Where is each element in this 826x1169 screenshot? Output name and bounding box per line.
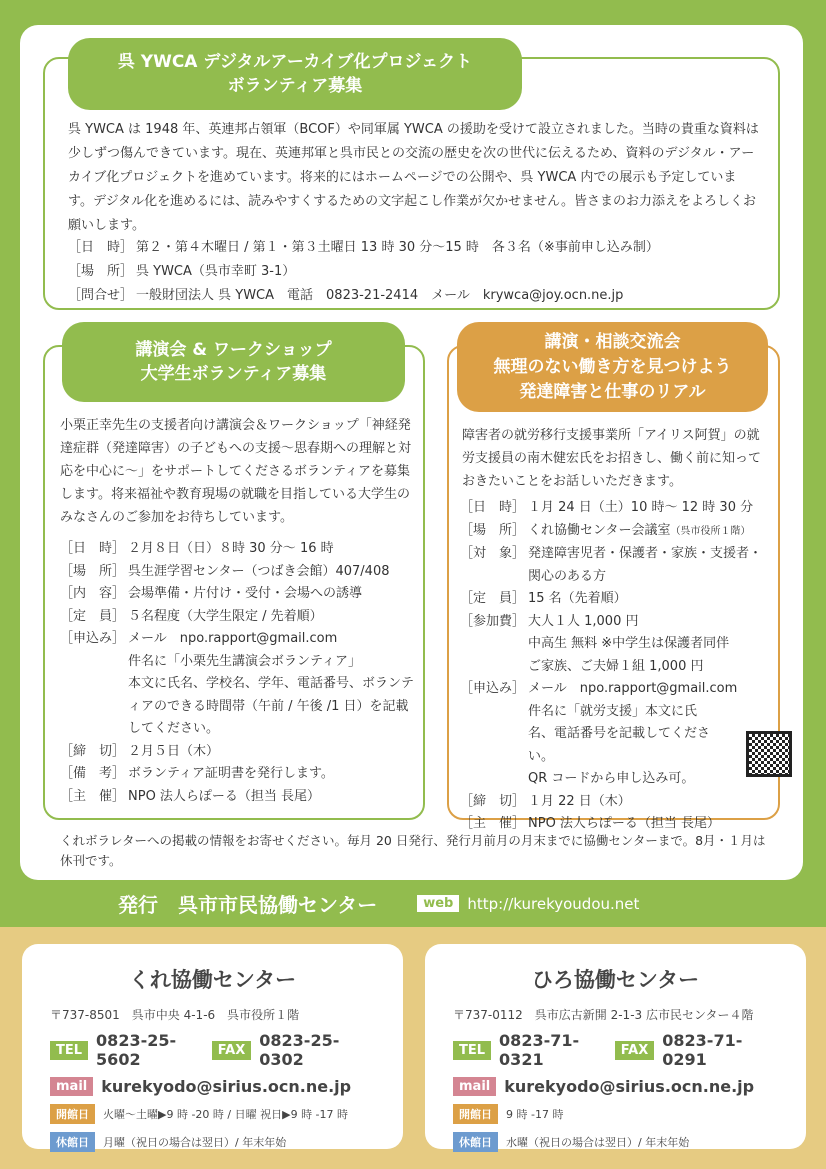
notice-text: くれボラレターへの掲載の情報をお寄せください。毎月 20 日発行、発行月前月の月末までに協働センターまで。8月・１月は休刊です。 xyxy=(60,833,766,868)
row-value: 呉 YWCA（呉市幸町 3-1） xyxy=(136,264,296,279)
row-value: １月 24 日（土）10 時〜 12 時 30 分 xyxy=(528,500,754,515)
publisher-band xyxy=(0,880,826,927)
web-badge: web xyxy=(417,895,459,912)
open-days-tag: 開館日 xyxy=(453,1104,498,1124)
title-line: 呉 YWCA デジタルアーカイブ化プロジェクト xyxy=(117,52,473,72)
row-value: ２月８日（日）８時 30 分〜 16 時 xyxy=(128,541,334,556)
open-hours: 火曜〜土曜▶9 時 -20 時 / 日曜 祝日▶9 時 -17 時 xyxy=(103,1108,349,1121)
title-line: 無理のない働き方を見つけよう xyxy=(493,356,732,377)
detail-row xyxy=(460,611,770,679)
row-value: 会場準備・片付け・受付・会場への誘導 xyxy=(128,586,363,601)
row-label: ［定 員］ xyxy=(60,608,126,624)
row-value-line: 本文に氏名、学校名、学年、電話番号、ボランティアのできる時間帯（午前 / 午後 /1 日）を記載してください。 xyxy=(128,676,415,736)
row-label: ［主 催］ xyxy=(460,816,526,831)
row-values xyxy=(528,588,770,611)
detail-row xyxy=(68,260,768,284)
row-value: メール npo.rapport@gmail.com xyxy=(128,631,338,646)
row-values xyxy=(528,791,770,814)
row-value-line: QR コードから申し込み可。 xyxy=(528,771,695,786)
row-label: ［内 容］ xyxy=(60,586,126,601)
row-label: ［締 切］ xyxy=(460,793,526,809)
detail-row xyxy=(68,284,768,308)
row-label: ［締 切］ xyxy=(60,743,126,759)
detail-row xyxy=(60,763,420,786)
detail-row xyxy=(60,606,420,629)
detail-row xyxy=(460,520,770,544)
row-value: 一般財団法人 呉 YWCA 電話 0823-21-2414 メール krywca@joy.ocn.ne.jp xyxy=(136,288,624,303)
email-link[interactable]: kurekyodo@sirius.ocn.ne.jp xyxy=(101,1077,352,1096)
row-value: 15 名（先着順） xyxy=(528,591,627,606)
closed-days: 月曜（祝日の場合は翌日）/ 年末年始 xyxy=(103,1136,287,1149)
fax-tag: FAX xyxy=(212,1041,251,1060)
ywca-details xyxy=(68,236,768,308)
closed-days-tag: 休館日 xyxy=(453,1132,498,1152)
row-values xyxy=(128,628,420,741)
detail-row xyxy=(60,786,420,809)
row-values xyxy=(528,497,770,520)
kure-center-card xyxy=(22,944,403,1149)
ywca-title xyxy=(68,38,522,110)
tel-tag: TEL xyxy=(50,1041,88,1060)
row-value: ボランティア証明書を発行します。 xyxy=(128,766,334,781)
title-line: 大学生ボランティア募集 xyxy=(140,364,327,384)
row-label: ［定 員］ xyxy=(460,591,526,606)
detail-row xyxy=(60,561,420,584)
row-value: 第２・第４木曜日 / 第１・第３土曜日 13 時 30 分〜15 時 各３名（※事前申し込み制） xyxy=(136,240,659,255)
detail-row xyxy=(460,678,770,791)
row-values xyxy=(128,561,420,584)
open-hours: 9 時 -17 時 xyxy=(506,1108,564,1121)
lecture-title xyxy=(457,322,768,412)
tel-number[interactable]: 0823-25-5602 xyxy=(96,1031,177,1069)
row-label: ［対 象］ xyxy=(460,546,526,561)
open-days-tag: 開館日 xyxy=(50,1104,95,1124)
email-link[interactable]: kurekyodo@sirius.ocn.ne.jp xyxy=(504,1077,755,1096)
fax-number: 0823-71-0291 xyxy=(662,1031,743,1069)
row-label: ［日 時］ xyxy=(460,500,526,515)
qr-code-icon[interactable] xyxy=(746,731,792,777)
workshop-details xyxy=(60,538,420,808)
fax-tag: FAX xyxy=(615,1041,654,1060)
detail-row xyxy=(60,628,420,741)
detail-row xyxy=(460,497,770,520)
workshop-body: 小栗正幸先生の支援者向け講演会＆ワークショップ「神経発達症群（発達障害）の子どもへの支援〜思春期への理解と対応を中心に〜」をサポートしてくださるボランティアを募集します。将来福祉や教育現場の就職を目指している大学生のみなさんのご参加をお待ちしています。 xyxy=(60,418,412,525)
detail-row xyxy=(60,741,420,764)
row-values xyxy=(128,538,420,561)
hiro-center-card xyxy=(425,944,806,1149)
row-note: （呉市役所１階） xyxy=(670,525,751,537)
website-link[interactable]: http://kurekyoudou.net xyxy=(467,894,640,913)
center-address: 〒737-8501 呉市中央 4-1-6 呉市役所１階 xyxy=(50,1008,300,1022)
detail-row xyxy=(460,588,770,611)
row-values xyxy=(528,678,770,791)
row-label: ［主 催］ xyxy=(60,788,126,804)
row-value: 発達障害児者・保護者・家族・支援者・関心のある方 xyxy=(528,546,763,584)
center-name: くれ協働センター xyxy=(128,968,297,992)
row-value: メール npo.rapport@gmail.com xyxy=(528,681,738,696)
detail-row xyxy=(68,236,768,260)
lecture-body: 障害者の就労移行支援事業所「アイリス阿賀」の就労支援員の南木健宏氏をお招きし、働く前に知っておきたいことをお話しいただきます。 xyxy=(462,428,762,489)
row-label: ［申込み］ xyxy=(460,681,526,696)
title-line: 講演・相談交流会 xyxy=(544,331,681,352)
closed-days: 水曜（祝日の場合は翌日）/ 年末年始 xyxy=(506,1136,690,1149)
row-value: １月 22 日（木） xyxy=(528,793,631,809)
row-value: 大人１人 1,000 円 xyxy=(528,613,639,629)
detail-row xyxy=(460,543,770,588)
workshop-title xyxy=(62,322,405,402)
mail-tag: mail xyxy=(453,1077,496,1096)
ywca-body: 呉 YWCA は 1948 年、英連邦占領軍（BCOF）や同軍属 YWCA の援助を受けて設立されました。当時の貴重な資料は少しずつ傷んできています。現在、英連邦軍と呉市民との交流の歴史を次の世代に伝えるため、資料のデジタル・アーカイブ化プロジェクトを進めています。将来的にはホームページでの公開や、呉 YWCA 内での展示も予定しています。デジタル化を進めるには、読みやすくするための文字起こし作業が欠かせません。皆さまのお力添えをよろしくお願いします。 xyxy=(68,122,759,233)
row-label: ［場 所］ xyxy=(60,563,126,579)
row-values xyxy=(128,741,420,764)
tel-tag: TEL xyxy=(453,1041,491,1060)
row-value-line: ご家族、ご夫婦１組 1,000 円 xyxy=(528,658,704,674)
detail-row xyxy=(60,538,420,561)
publisher-name: 発行 呉市市民協働センター xyxy=(118,893,378,917)
row-value: NPO 法人らぽーる（担当 長尾） xyxy=(528,816,721,831)
detail-row xyxy=(460,791,770,814)
row-values xyxy=(128,606,420,629)
closed-days-tag: 休館日 xyxy=(50,1132,95,1152)
row-label: ［場 所］ xyxy=(460,522,526,538)
row-label: ［日 時］ xyxy=(60,541,126,556)
title-line: 発達障害と仕事のリアル xyxy=(519,381,706,402)
row-value-line: 件名に「小栗先生講演会ボランティア」 xyxy=(128,653,361,669)
row-values xyxy=(528,611,770,679)
row-value: くれ協働センター会議室 xyxy=(528,522,671,538)
row-label: ［備 考］ xyxy=(60,766,126,781)
row-label: ［場 所］ xyxy=(68,264,134,279)
row-values xyxy=(528,543,770,588)
row-values xyxy=(128,583,420,606)
row-values xyxy=(128,786,420,809)
title-line: 講演会 & ワークショップ xyxy=(135,340,332,360)
row-value-line: 中高生 無料 ※中学生は保護者同伴 xyxy=(528,636,730,651)
row-label: ［日 時］ xyxy=(68,240,134,255)
center-name: ひろ協働センター xyxy=(531,968,700,992)
detail-row xyxy=(60,583,420,606)
row-label: ［問合せ］ xyxy=(68,288,134,303)
row-value-line: 件名に「就労支援」本文に氏名、電話番号を記載してください。 xyxy=(528,703,711,764)
row-label: ［参加費］ xyxy=(460,613,526,629)
row-label: ［申込み］ xyxy=(60,631,126,646)
mail-tag: mail xyxy=(50,1077,93,1096)
row-values xyxy=(128,763,420,786)
center-address: 〒737-0112 呉市広古新開 2-1-3 広市民センター４階 xyxy=(453,1008,754,1022)
fax-number: 0823-25-0302 xyxy=(259,1031,340,1069)
row-value: NPO 法人らぽーる（担当 長尾） xyxy=(128,788,321,804)
row-value: 呉生涯学習センター（つばき会館）407/408 xyxy=(128,563,390,579)
row-value: ２月５日（木） xyxy=(128,743,220,759)
lecture-details xyxy=(460,497,770,836)
tel-number[interactable]: 0823-71-0321 xyxy=(499,1031,580,1069)
row-value: ５名程度（大学生限定 / 先着順） xyxy=(128,608,323,624)
title-line: ボランティア募集 xyxy=(227,76,363,96)
row-values xyxy=(528,520,770,544)
